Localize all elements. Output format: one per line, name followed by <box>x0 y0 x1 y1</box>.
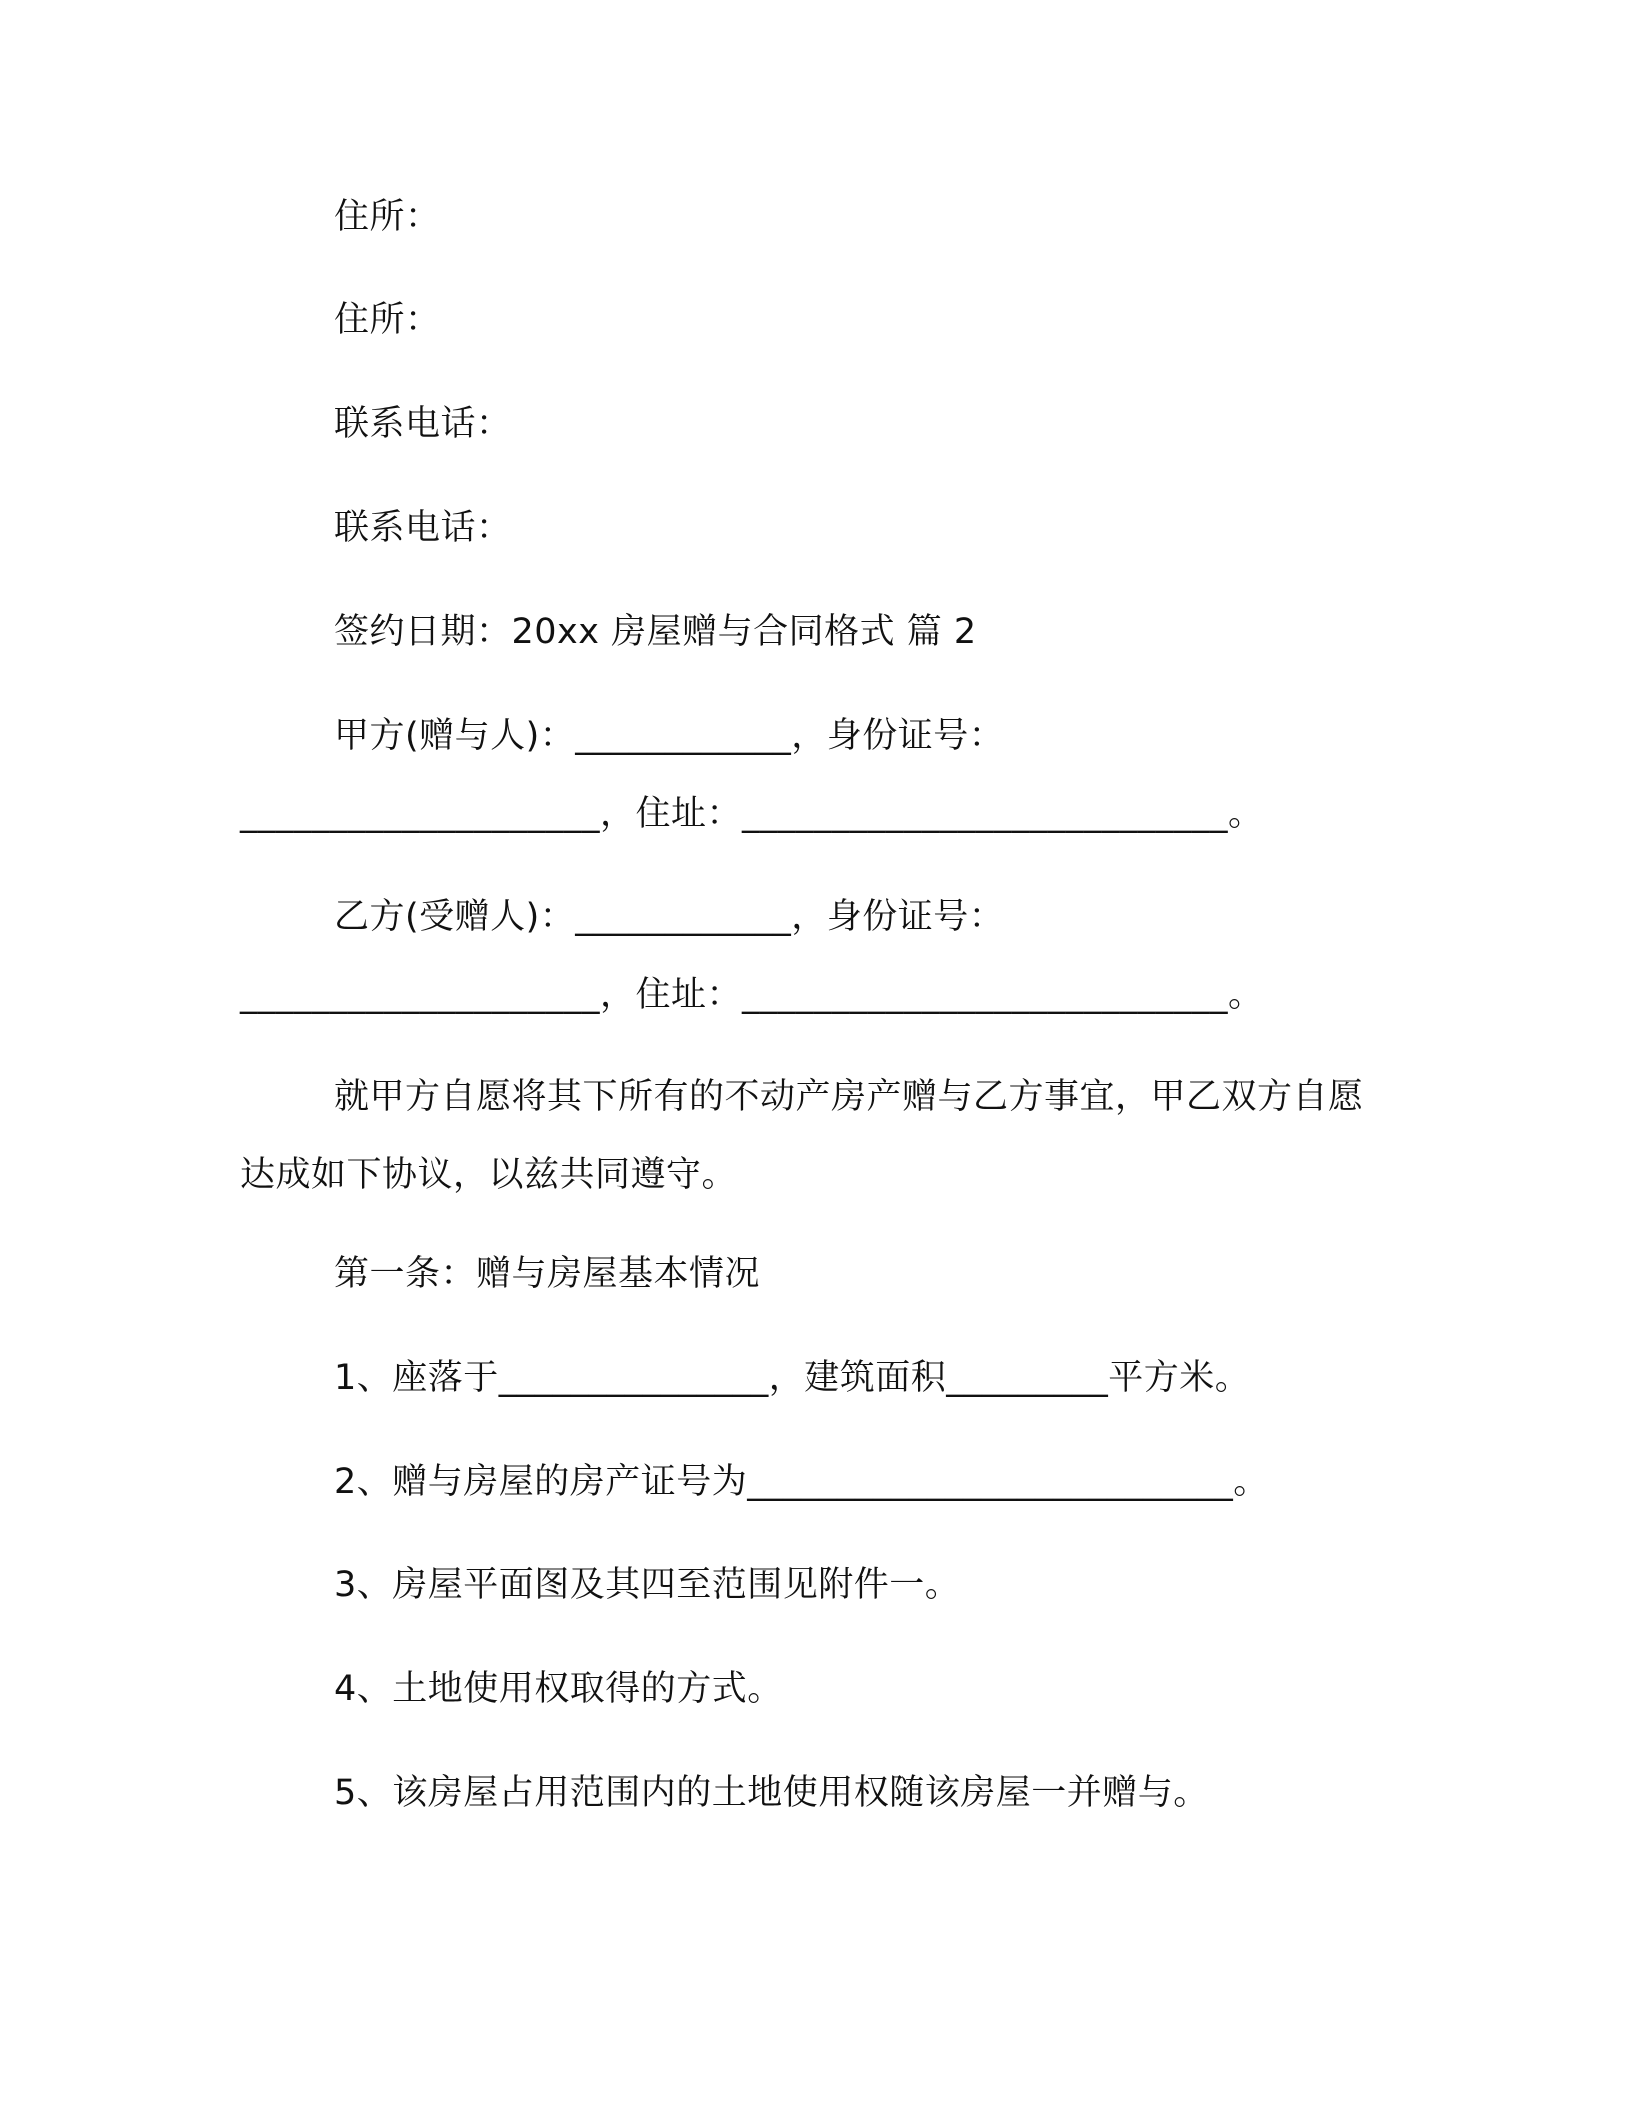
phone-line-2: 联系电话： <box>334 508 512 548</box>
party-b-line: 乙方(受赠人)：____________，身份证号： <box>334 897 1005 937</box>
item-4: 4、土地使用权取得的方式。 <box>334 1669 783 1709</box>
address-line-1: 住所： <box>334 197 441 237</box>
phone-line-1: 联系电话： <box>334 404 512 444</box>
item-5: 5、该房屋占用范围内的土地使用权随该房屋一并赠与。 <box>334 1773 1209 1813</box>
party-a-line: 甲方(赠与人)：____________，身份证号： <box>334 716 1005 756</box>
item-3: 3、房屋平面图及其四至范围见附件一。 <box>334 1565 961 1605</box>
party-a-address-line: ____________________，住址：___________________________。 <box>240 794 1264 834</box>
article-title: 第一条：赠与房屋基本情况 <box>334 1254 761 1294</box>
signing-date-line: 签约日期：20xx 房屋赠与合同格式 篇 2 <box>334 612 977 652</box>
address-line-2: 住所： <box>334 300 441 340</box>
item-2: 2、赠与房屋的房产证号为___________________________。 <box>334 1462 1269 1502</box>
agreement-paragraph: 就甲方自愿将其下所有的不动产房产赠与乙方事宜，甲乙双方自愿达成如下协议，以兹共同遵守。 <box>240 1077 1364 1195</box>
item-1: 1、座落于_______________，建筑面积_________平方米。 <box>334 1358 1251 1398</box>
party-b-address-line: ____________________，住址：___________________________。 <box>240 975 1264 1015</box>
